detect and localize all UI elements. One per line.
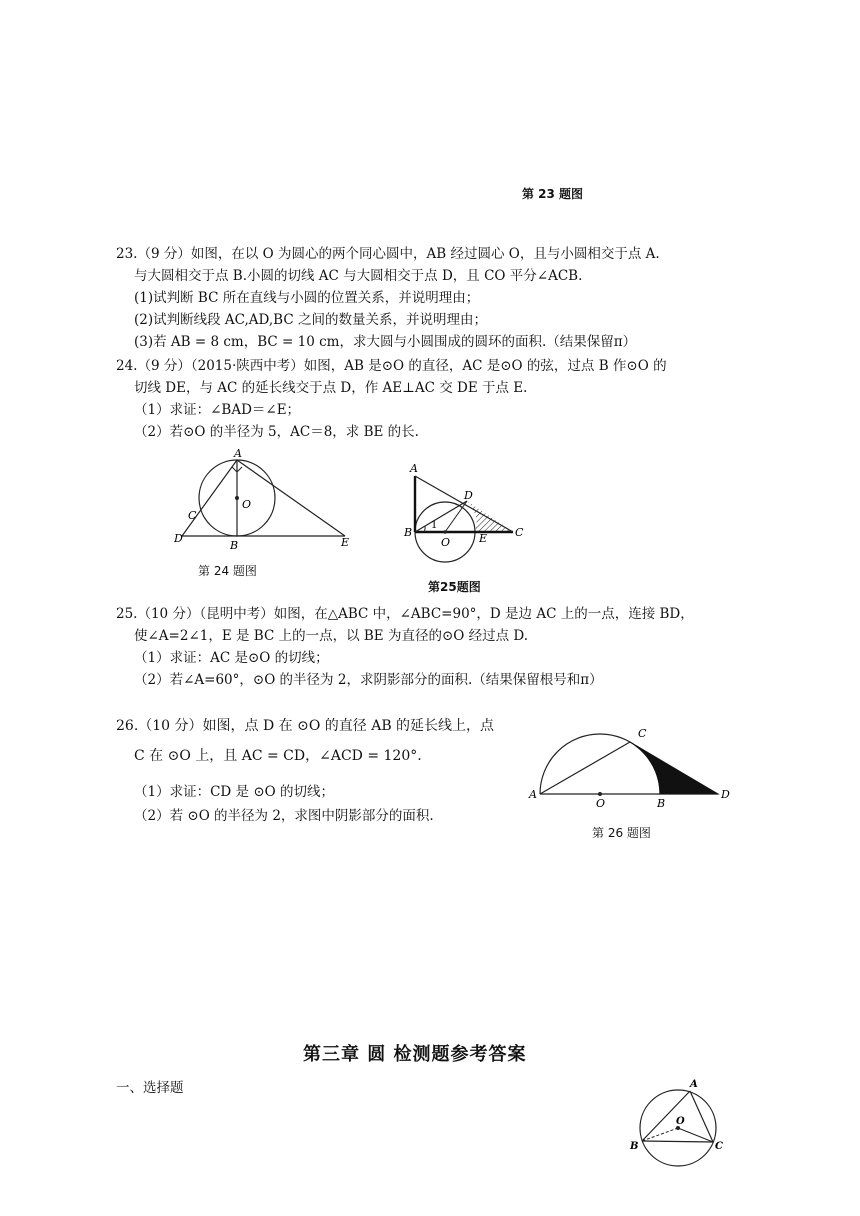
answer-fig-label-A: A: [690, 1079, 698, 1090]
q26-line2: C 在 ⊙O 上，且 AC = CD，∠ACD = 120°.: [134, 748, 422, 764]
fig26-semicircle: [540, 734, 660, 794]
fig24-line-AE: [237, 460, 345, 536]
q24-line2: 切线 DE，与 AC 的延长线交于点 D，作 AE⊥AC 交 DE 于点 E.: [134, 380, 528, 396]
fig26-label-D: D: [721, 788, 730, 801]
q26-line3: （1）求证：CD 是 ⊙O 的切线；: [134, 784, 334, 800]
answer-title: 第三章 圆 检测题参考答案: [303, 1044, 527, 1065]
fig26-label-B: B: [657, 797, 666, 808]
fig26-label-A: A: [529, 788, 537, 801]
fig26-center-dot: [598, 792, 602, 796]
q25-line3: （1）求证：AC 是⊙O 的切线；: [134, 650, 329, 666]
fig24-label-D: D: [174, 532, 183, 545]
fig26-caption: 第 26 题图: [592, 826, 651, 840]
fig26-label-C: C: [638, 727, 647, 740]
answer-fig-label-B: B: [630, 1141, 639, 1152]
fig26-line-AC: [540, 742, 630, 794]
q23-line4: (2)试判断线段 AC,AD,BC 之间的数量关系，并说明理由；: [134, 312, 487, 328]
fig24-label-A: A: [234, 447, 242, 460]
fig26-label-O: O: [596, 797, 606, 808]
q23-line1: 23.（9 分）如图，在以 O 为圆心的两个同心圆中，AB 经过圆心 O，且与小圆相交于点 A.: [116, 246, 660, 262]
answer-fig-label-O: O: [676, 1116, 685, 1127]
q26-line4: （2）若 ⊙O 的半径为 2，求图中阴影部分的面积.: [134, 808, 434, 824]
q23-line5: (3)若 AB = 8 cm，BC = 10 cm，求大圆与小圆围成的圆环的面积.（结果保留π）: [134, 334, 637, 350]
q24-line4: （2）若⊙O 的半径为 5，AC＝8，求 BE 的长.: [134, 424, 419, 440]
fig24-caption: 第 24 题图: [198, 564, 257, 578]
q25-line1: 25.（10 分）（昆明中考）如图，在△ABC 中，∠ABC=90°，D 是边 AC 上的一点，连接 BD，: [116, 606, 694, 622]
fig25-line-BD: [415, 501, 467, 532]
q23-line3: (1)试判断 BC 所在直线与小圆的位置关系，并说明理由；: [134, 290, 480, 306]
fig24-label-C: C: [188, 509, 197, 522]
figure-26: [525, 718, 740, 808]
fig25-line-OD: [445, 501, 467, 532]
fig25-label-D: D: [464, 489, 473, 502]
answer-fig-line-BC: [642, 1141, 713, 1142]
answer-fig-label-C: C: [715, 1141, 723, 1152]
fig24-label-E: E: [341, 536, 350, 549]
answer-fig-line-OB: [642, 1128, 678, 1141]
fig23-caption: 第 23 题图: [522, 187, 584, 201]
q25-line4: （2）若∠A=60°，⊙O 的半径为 2，求阴影部分的面积.（结果保留根号和π）: [134, 672, 603, 688]
fig25-center-dot: [443, 530, 447, 534]
q23-line2: 与大圆相交于点 B.小圆的切线 AC 与大圆相交于点 D，且 CO 平分∠ACB.: [134, 268, 583, 284]
fig26-shaded-region: [630, 742, 718, 794]
figure-25: [400, 440, 535, 575]
figure-24: [170, 445, 370, 555]
fig25-label-C: C: [515, 526, 524, 539]
fig25-label-A: A: [410, 462, 418, 475]
answer-figure: [628, 1075, 738, 1175]
fig25-caption: 第25题图: [428, 580, 481, 594]
q26-line1: 26.（10 分）如图，点 D 在 ⊙O 的直径 AB 的延长线上，点: [116, 718, 495, 734]
fig25-label-E: E: [479, 532, 488, 545]
fig24-center-dot: [235, 496, 239, 500]
fig24-label-B: B: [230, 539, 239, 552]
fig25-label-1: 1: [431, 520, 438, 531]
q24-line3: （1）求证：∠BAD＝∠E；: [134, 402, 301, 418]
fig25-shaded-region: [467, 501, 513, 532]
fig24-label-O: O: [242, 498, 252, 511]
q24-line1: 24.（9 分）（2015·陕西中考）如图，AB 是⊙O 的直径，AC 是⊙O 的弦，过点 B 作⊙O 的: [116, 358, 667, 374]
fig25-label-B: B: [404, 526, 413, 539]
q25-line2: 使∠A=2∠1，E 是 BC 上的一点，以 BE 为直径的⊙O 经过点 D.: [134, 628, 529, 644]
fig25-label-O: O: [441, 536, 451, 549]
section-choice-title: 一、选择题: [116, 1080, 184, 1096]
